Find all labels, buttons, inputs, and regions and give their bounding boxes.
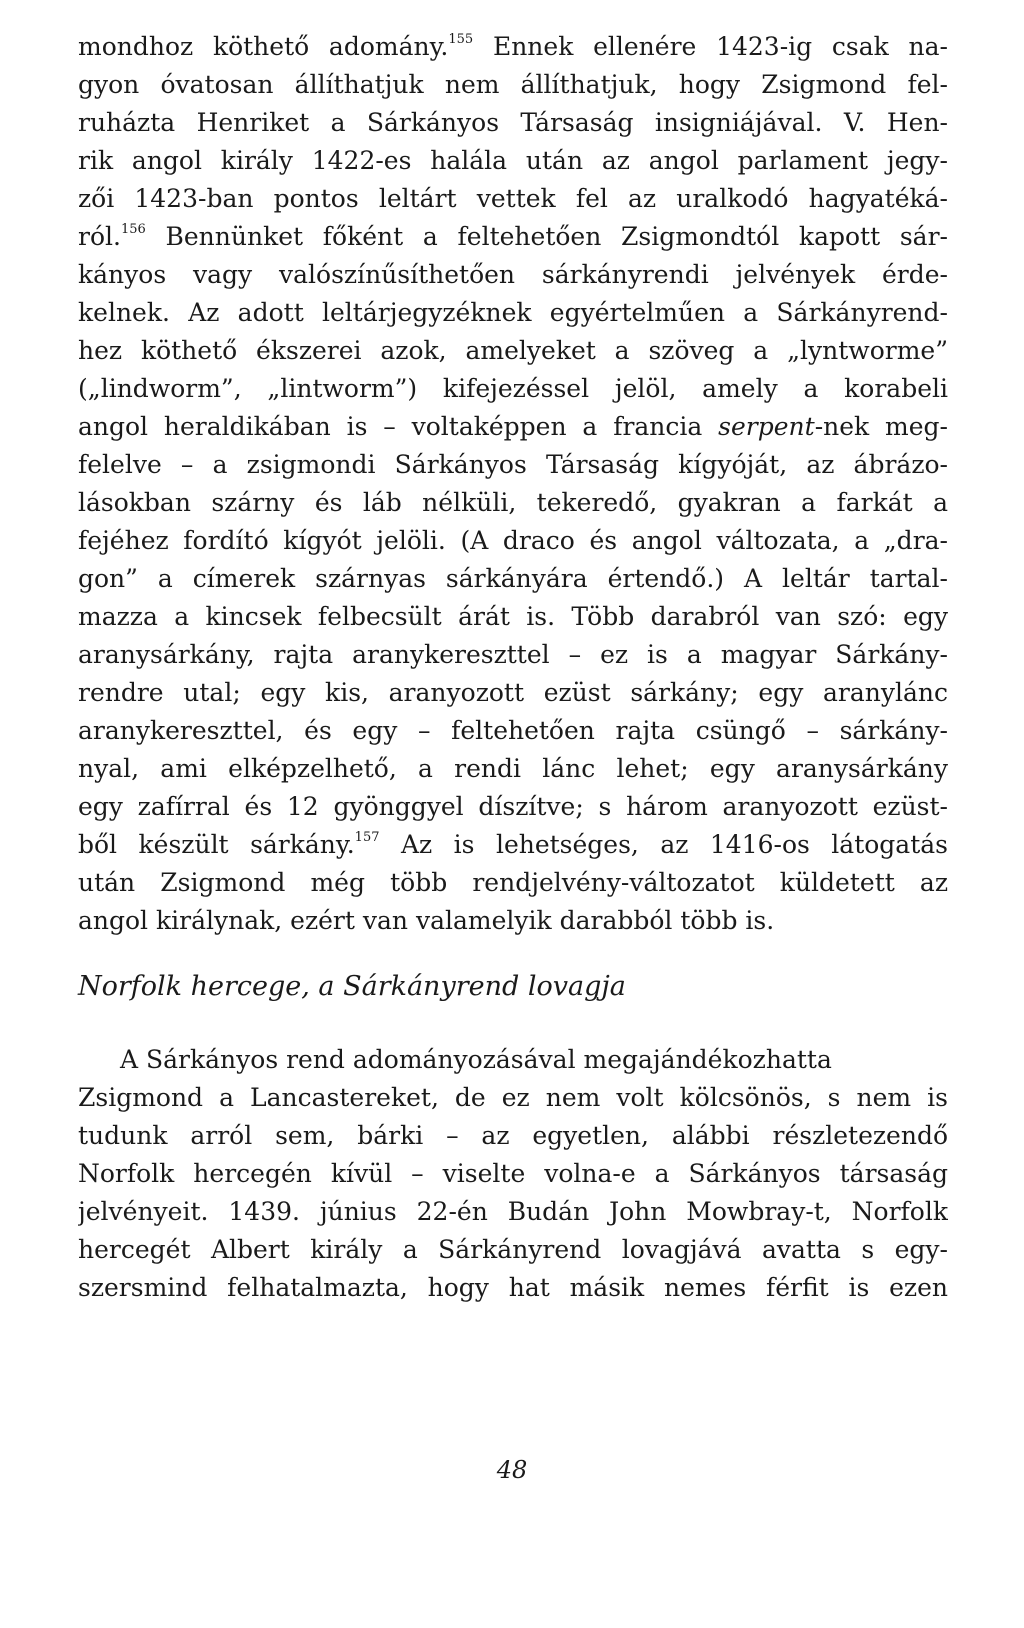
text-line: Zsigmond a Lancastereket, de ez nem volt kölcsönös, s nem is <box>78 1083 948 1112</box>
text-line <box>78 28 948 66</box>
text-line: („lindworm”, „lintworm”) kifejezéssel jelöl, amely a korabeli <box>78 374 948 403</box>
text-line: rik angol király 1422-es halála után az angol parlament jegy- <box>78 146 948 175</box>
footnote-ref-156: 156 <box>120 222 146 237</box>
text-fragment: -nek meg- <box>814 412 948 441</box>
text-line: aranysárkány, rajta aranykereszttel – ez is a magyar Sárkány- <box>78 640 948 669</box>
page-number: 48 <box>496 1456 528 1484</box>
text-line: tudunk arról sem, bárki – az egyetlen, alábbi részletezendő <box>78 1121 948 1150</box>
text-line <box>78 408 948 446</box>
text-fragment: Bennünket főként a feltehetően Zsigmondtól kapott sár- <box>145 222 948 251</box>
text-line: fejéhez fordító kígyót jelöli. (A draco és angol változata, a „dra- <box>78 526 948 555</box>
text-line: egy zafírral és 12 gyönggyel díszítve; s három aranyozott ezüst- <box>78 792 948 821</box>
text-line: jelvényeit. 1439. június 22-én Budán John Mowbray-t, Norfolk <box>78 1197 948 1226</box>
text-line: gyon óvatosan állíthatjuk nem állíthatjuk, hogy Zsigmond fel- <box>78 70 948 99</box>
text-line: ruházta Henriket a Sárkányos Társaság insigniájával. V. Hen- <box>78 108 948 137</box>
main-text-column <box>78 28 948 940</box>
footnote-ref-157: 157 <box>354 830 380 845</box>
text-line: angol királynak, ezért van valamelyik darabból több is. <box>78 906 775 935</box>
text-line: hercegét Albert király a Sárkányrend lovagjává avatta s egy- <box>78 1235 948 1264</box>
text-fragment: angol heraldikában is – voltaképpen a francia <box>78 412 719 441</box>
text-fragment: Ennek ellenére 1423-ig csak na- <box>473 32 948 61</box>
text-fragment: mondhoz köthető adomány. <box>78 32 449 61</box>
text-fragment: ből készült sárkány. <box>78 830 355 859</box>
text-line <box>78 826 948 864</box>
text-fragment: ról. <box>78 222 121 251</box>
second-paragraph <box>78 1041 948 1307</box>
footnote-ref-155: 155 <box>448 32 474 47</box>
text-line: után Zsigmond még több rendjelvény-változatot küldetett az <box>78 868 948 897</box>
text-line: zői 1423-ban pontos leltárt vettek fel az uralkodó hagyatéká- <box>78 184 948 213</box>
italic-term: serpent <box>718 412 815 441</box>
text-line: lásokban szárny és láb nélküli, tekeredő, gyakran a farkát a <box>78 488 948 517</box>
text-line: nyal, ami elképzelhető, a rendi lánc lehet; egy aranysárkány <box>78 754 948 783</box>
text-line: rendre utal; egy kis, aranyozott ezüst sárkány; egy aranylánc <box>78 678 948 707</box>
section-heading: Norfolk hercege, a Sárkányrend lovagja <box>78 971 626 1002</box>
text-line: Norfolk hercegén kívül – viselte volna-e a Sárkányos társaság <box>78 1159 948 1188</box>
text-line: felelve – a zsigmondi Sárkányos Társaság kígyóját, az ábrázo- <box>78 450 948 479</box>
text-line: mazza a kincsek felbecsült árát is. Több darabról van szó: egy <box>78 602 948 631</box>
text-line: kányos vagy valószínűsíthetően sárkányrendi jelvények érde- <box>78 260 948 289</box>
text-line: hez köthető ékszerei azok, amelyeket a szöveg a „lyntworme” <box>78 336 948 365</box>
text-line: szersmind felhatalmazta, hogy hat másik nemes férfit is ezen <box>78 1273 948 1302</box>
text-line: aranykereszttel, és egy – feltehetően rajta csüngő – sárkány- <box>78 716 948 745</box>
text-line <box>78 218 948 256</box>
text-line: gon” a címerek szárnyas sárkányára értendő.) A leltár tartal- <box>78 564 948 593</box>
text-fragment: Az is lehetséges, az 1416-os látogatás <box>379 830 948 859</box>
text-line: A Sárkányos rend adományozásával megajándékozhatta <box>120 1045 832 1074</box>
text-line: kelnek. Az adott leltárjegyzéknek egyértelműen a Sárkányrend- <box>78 298 948 327</box>
